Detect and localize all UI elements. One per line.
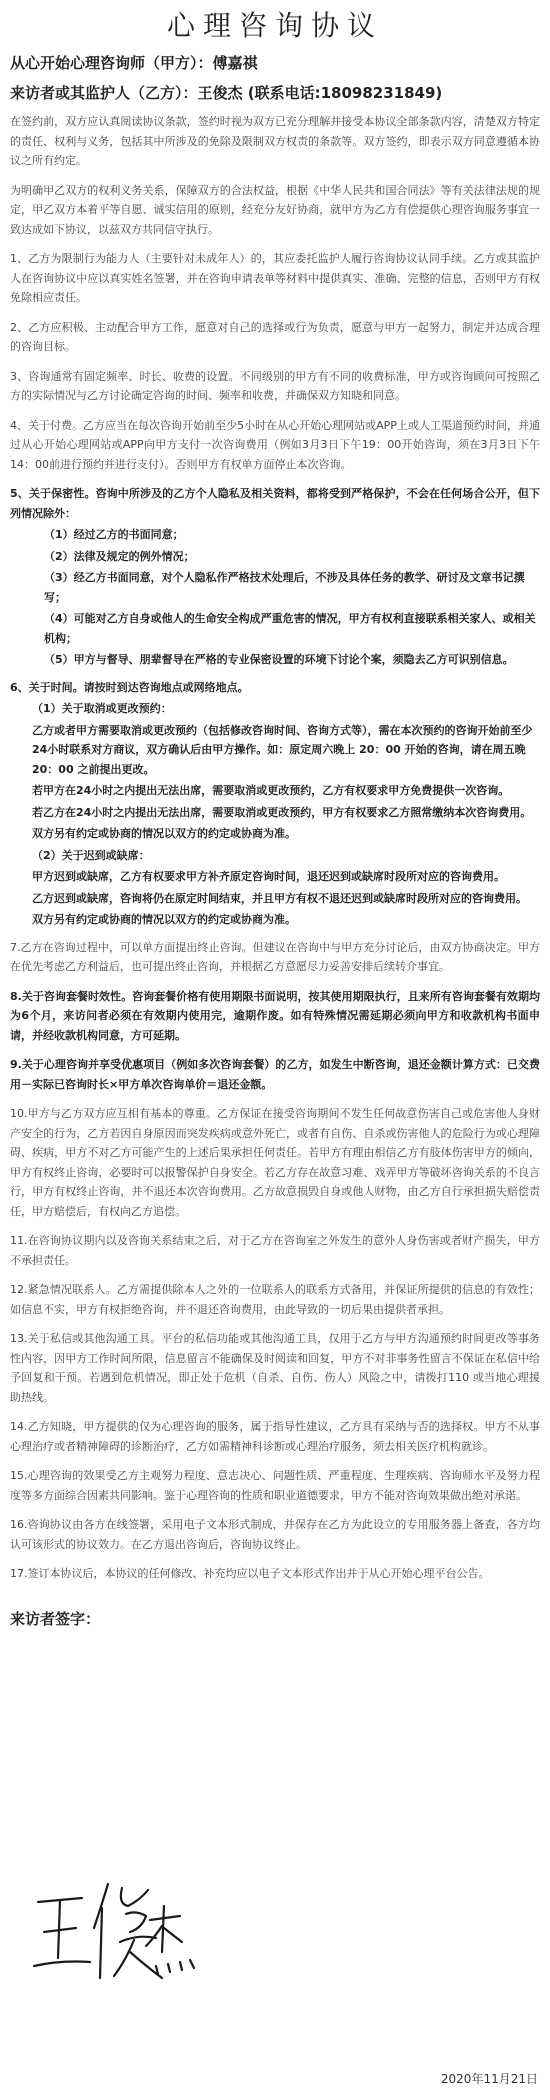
clause-6-sub-1: （1）关于取消或更改预约： <box>32 702 172 715</box>
clause-6-sub-1-d: 双方另有约定或协商的情况以双方的约定或协商为准。 <box>32 827 296 840</box>
clause-1: 1、乙方为限制行为能力人（主要针对未成年人）的，其应委托监护人履行咨询协议认同手续。乙方或其监护人在咨询协议中应以真实姓名签署，并在咨询申请表单等材料中提供真实、准确、完整的信息，否则甲方有权免除相应责任。 <box>10 252 540 304</box>
agreement-body <box>0 52 550 1629</box>
handwritten-signature <box>30 1880 200 1990</box>
clause-12: 12.紧急情况联系人。乙方需提供除本人之外的一位联系人的联系方式备用，并保证所提供的信息的有效性；如信息不实，甲方有权拒绝咨询，并不退还咨询费用，由此导致的一切后果由提供者承担。 <box>10 1283 540 1316</box>
clause-6-sub-2-b: 乙方迟到或缺席，咨询将仍在原定时间结束，并且甲方有权不退还迟到或缺席时段所对应的咨询费用。 <box>32 891 527 905</box>
intro-paragraph-2: 为明确甲乙双方的权利义务关系，保障双方的合法权益，根据《中华人民共和国合同法》等有关法律法规的规定，甲乙双方本着平等自愿、诚实信用的原则，经充分友好协商，就甲方为乙方有偿提供心理咨询服务事宜一致达成如下协议，以兹双方共同信守执行。 <box>10 183 540 236</box>
clause-5-item-1: （1）经过乙方的书面同意； <box>44 528 184 541</box>
clause-5-item-4: （4）可能对乙方自身或他人的生命安全构成严重危害的情况，甲方有权利直接联系相关家人、或相关机构； <box>44 612 536 645</box>
party-b-line: 来访者或其监护人（乙方）：王俊杰 (联系电话:18098231849) <box>10 84 443 102</box>
clause-6-sub-1-a: 乙方或者甲方需要取消或更改预约（包括修改咨询时间、咨询方式等），需在本次预约的咨询开始前至少24小时联系对方商议，双方确认后由甲方操作。如：原定周六晚上 20：00 开始的咨询，请在周五晚 20：00 之前提出更改。 <box>32 723 533 776</box>
clause-5-item-2: （2）法律及规定的例外情况； <box>44 549 195 563</box>
clause-16: 16.咨询协议由各方在线签署，采用电子文本形式制成，并保存在乙方为此设立的专用服务器上备查，各方均认可该形式的协议效力。在乙方退出咨询后，咨询协议终止。 <box>10 1518 540 1551</box>
clause-8: 8.关于咨询套餐时效性。咨询套餐价格有使用期限书面说明，按其使用期限执行，且来所有咨询套餐有效期均为6个月，来访问者必须在有效期内使用完，逾期作废。如有特殊情况需延期必须向甲方和收款机构书面申请，并经收款机构同意，方可延期。 <box>10 989 540 1042</box>
clause-11: 11.在咨询协议期内以及咨询关系结束之后，对于乙方在咨询室之外发生的意外人身伤害或者财产损失，甲方不承担责任。 <box>10 1234 540 1267</box>
clause-13: 13.关于私信或其他沟通工具。平台的私信功能或其他沟通工具，仅用于乙方与甲方沟通预约时间更改等事务性内容，因甲方工作时间所限，信息留言不能确保及时阅读和回复，甲方不对非事务性留言不保证在私信中给予回复和干预。若遇到危机情况，即正处于危机（自杀、自伤、伤人）风险之中，请拨打110 或当地心理援助热线。 <box>10 1332 540 1404</box>
clause-14: 14.乙方知晓，甲方提供的仅为心理咨询的服务，属于指导性建议，乙方具有采纳与否的选择权。甲方不从事心理治疗或者精神障碍的诊断治疗，乙方如需精神科诊断或心理治疗服务，须去相关医疗机构就诊。 <box>10 1420 540 1453</box>
party-a-line: 从心开始心理咨询师（甲方）：傅嘉祺 <box>10 54 258 72</box>
clause-5: 5、关于保密性。咨询中所涉及的乙方个人隐私及相关资料，都将受到严格保护，不会在任何场合公开，但下列情况除外： <box>10 487 540 520</box>
clause-6: 6、关于时间。请按时到达咨询地点或网络地点。 <box>10 680 249 694</box>
intro-paragraph-1: 在签约前，双方应认真阅读协议条款，签约时视为双方已充分理解并接受本协议全部条款内容，清楚双方特定的责任、权利与义务，包括其中所涉及的免除及限制双方权责的条款等。双方签约，即表示双方同意遵循本协议之所有约定。 <box>10 115 540 167</box>
signature-label: 来访者签字： <box>10 1609 101 1628</box>
clause-3: 3、咨询通常有固定频率、时长、收费的设置。不同级别的甲方有不同的收费标准，甲方或咨询顾问可按照乙方的实际情况与乙方讨论确定咨询的时间、频率和收费，并确保双方知晓和同意。 <box>10 369 540 402</box>
signing-date: 2020年11月21日 <box>440 2072 538 2086</box>
clause-10: 10.甲方与乙方双方应互相有基本的尊重。乙方保证在接受咨询期间不发生任何故意伤害自己或危害他人身财产安全的行为，乙方若因自身原因而突发疾病或意外死亡，或者有自伤、自杀或伤害他人的危险行为或心理障碍、疾病，甲方不对乙方可能产生的上述后果承担任何责任。若甲方有理由相信乙方有肢体伤害甲方的倾向，甲方有权终止咨询，必要时可以报警保护自身安全。若乙方存在故意习难、戏弄甲方等破坏咨询关系的不良言行，甲方有权终止咨询，并不退还本次咨询费用。乙方故意损毁自身或他人财物，由乙方自行承担损失赔偿责任，甲方赔偿后，有权向乙方追偿。 <box>10 1107 540 1218</box>
clause-5-item-3: （3）经乙方书面同意，对个人隐私作严格技术处理后，不涉及具体任务的教学、研讨及文章书记撰写； <box>44 571 525 604</box>
clause-6-sub-2-a: 甲方迟到或缺席，乙方有权要求甲方补齐原定咨询时间，退还迟到或缺席时段所对应的咨询费用。 <box>32 870 505 883</box>
clause-6-sub-2-c: 双方另有约定或协商的情况以双方的约定或协商为准。 <box>32 913 296 926</box>
clause-6-sub-1-c: 若乙方在24小时之内提出无法出席，需要取消或更改预约，甲方有权要求乙方照常缴纳本次咨询费用。 <box>32 805 532 819</box>
clause-2: 2、乙方应积极、主动配合甲方工作，愿意对自己的选择或行为负责，愿意与甲方一起努力，制定并达成合理的咨询目标。 <box>10 320 540 353</box>
clause-6-sub-1-b: 若甲方在24小时之内提出无法出席，需要取消或更改预约，乙方有权要求甲方免费提供一次咨询。 <box>32 784 510 797</box>
clause-17: 17.签订本协议后，本协议的任何修改、补充均应以电子文本形式作出并于从心开始心理平台公告。 <box>10 1567 490 1580</box>
document-title: 心理咨询协议 <box>166 9 383 42</box>
clause-4: 4、关于付费。乙方应当在每次咨询开始前至少5小时在从心开始心理网站或APP上或人工渠道预约时间，并通过从心开始心理网站或APP向甲方支付一次咨询费用（例如3月3日下午19：00开始咨询，须在3月3日下午14：00前进行预约并进行支付）。否则甲方有权单方面停止本次咨询。 <box>10 418 540 471</box>
clause-9: 9.关于心理咨询并享受优惠项目（例如多次咨询套餐）的乙方，如发生中断咨询，退还金额计算方式：已交费用－实际已咨询时长×甲方单次咨询单价＝退还金额。 <box>10 1058 540 1091</box>
clause-5-item-5: （5）甲方与督导、朋辈督导在严格的专业保密设置的环境下讨论个案，须隐去乙方可识别信息。 <box>44 653 514 666</box>
clause-15: 15.心理咨询的效果受乙方主观努力程度、意志决心、问题性质、严重程度、生理疾病、咨询师水平及努力程度等多方面综合因素共同影响。鉴于心理咨询的性质和职业道德要求，甲方不能对咨询效果做出绝对承诺。 <box>10 1469 540 1502</box>
clause-7: 7.乙方在咨询过程中，可以单方面提出终止咨询。但建议在咨询中与甲方充分讨论后，由双方协商决定。甲方在优先考虑乙方利益后，也可提出终止咨询，并根据乙方意愿尽力妥善安排后续转介事宜。 <box>10 940 540 973</box>
clause-6-sub-2: （2）关于迟到或缺席： <box>32 848 150 862</box>
